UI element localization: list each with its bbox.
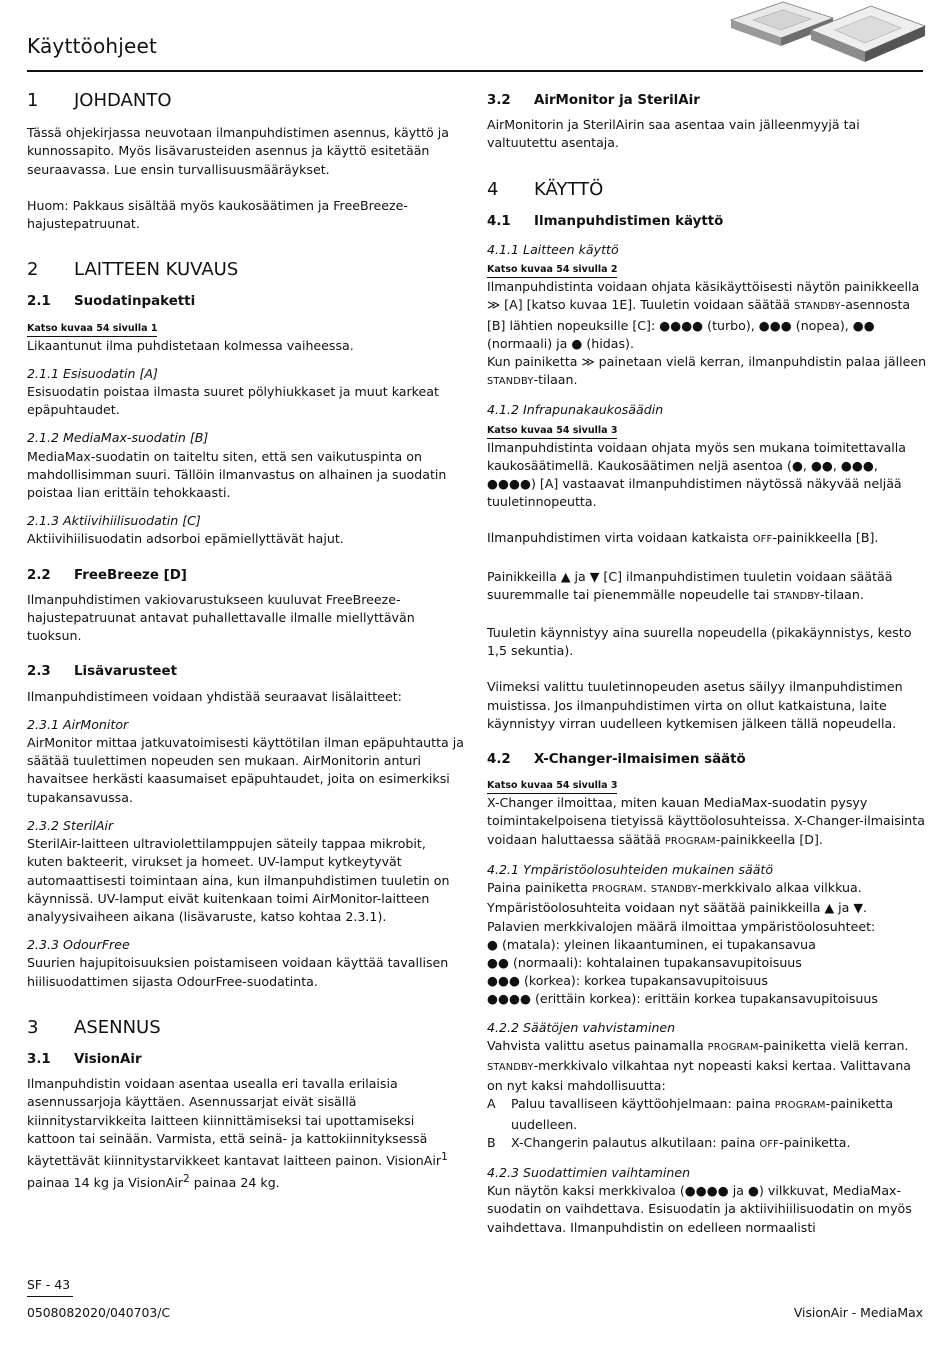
section-4-2-heading: 4.2 X-Changer-ilmaisimen säätö <box>487 752 746 768</box>
section-2-3-paragraph: Ilmanpuhdistimeen voidaan yhdistää seuraavat lisälaitteet: <box>27 688 402 704</box>
section-4-1-2-paragraph-5: Viimeksi valittu tuuletinnopeuden asetus säilyy ilmanpuhdistimen muistissa. Jos ilmanpuhdistimen virta on ollut katkaistuna, laite käynnistyy virran uudelleen kytkemisen jälkeen tällä nopeudella. <box>487 679 903 731</box>
section-2-2-heading: 2.2 FreeBreeze [D] <box>27 567 187 583</box>
section-1-paragraph-1: Tässä ohjekirjassa neuvotaan ilmanpuhdistimen asennus, käyttö ja kunnossapito. Myös lisävarusteiden asennus ja käyttö esitetään seuraavassa. Lue ensin turvallisuusmääräykset. <box>27 125 449 177</box>
section-4-2-1-heading: 4.2.1 Ympäristöolosuhteiden mukainen säätö <box>487 861 774 877</box>
product-name: VisionAir - MediaMax <box>793 1305 923 1320</box>
section-2-3-heading: 2.3 Lisävarusteet <box>27 664 177 680</box>
section-4-2-1-line-2: Ympäristöolosuhteita voidaan nyt säätää painikkeilla ▲ ja ▼. <box>487 900 868 916</box>
section-4-2-1-line-4: ● (matala): yleinen likaantuminen, ei tupakansavua <box>487 936 816 952</box>
section-2-1-3-heading: 2.1.3 Aktiivihiilisuodatin [C] <box>27 513 201 529</box>
section-4-1-1-paragraph-2: Kun painiketta ≫ painetaan vielä kerran, ilmanpuhdistin palaa jälleen STANDBY-tilaan. <box>487 354 927 388</box>
section-4-1-2-paragraph-1: Ilmanpuhdistinta voidaan ohjata myös sen mukana toimitettavalla kaukosäätimellä. Kaukosäätimen neljä asentoa (●, ●●, ●●●, ●●●●) [A] vastaavat ilmanpuhdistimen näytössä näkyvää neljää tuuletinnopeutta. <box>487 439 907 510</box>
section-3-heading: 3 ASENNUS <box>27 1016 161 1038</box>
section-4-heading: 4 KÄYTTÖ <box>487 178 604 200</box>
section-2-3-2-heading: 2.3.2 SterilAir <box>27 817 114 833</box>
section-4-2-3-paragraph: Kun näytön kaksi merkkivaloa (●●●● ja ●) vilkkuvat, MediaMax-suodatin on vaihdettava. Esisuodatin ja aktiivihiilisuodatin on myös vaihdettava. Ilmanpuhdistin on edelleen normaalisti <box>487 1183 912 1235</box>
section-2-3-2-paragraph: SterilAir-laitteen ultraviolettilamppujen säteily tappaa mikrobit, kuten bakteerit, virukset ja homeet. UV-lamput kytkeytyvät automaattisesti toimintaan aina, kun ilmanpuhdistimen tuuletin on käynnissä. UV-lamput eivät kuitenkaan toimi AirMonitor-laitteen analyysivaiheen aikana (lisävaruste, katso kohtaa 2.3.1). <box>27 836 450 924</box>
section-4-2-1-line-5: ●● (normaali): kohtalainen tupakansavupitoisuus <box>487 954 802 970</box>
product-illustration <box>723 0 928 75</box>
figure-reference-link[interactable]: Katso kuvaa 54 sivulla 2 <box>487 264 617 278</box>
section-4-1-heading: 4.1 Ilmanpuhdistimen käyttö <box>487 213 724 229</box>
document-code: 0508082020/040703/C <box>27 1305 171 1320</box>
option-b: B X-Changerin palautus alkutilaan: paina OFF-painiketta. <box>487 1134 851 1150</box>
left-column <box>27 92 464 1193</box>
section-4-1-2-heading: 4.1.2 Infrapunakaukosäädin <box>487 402 664 418</box>
section-2-1-1-heading: 2.1.1 Esisuodatin [A] <box>27 365 158 381</box>
section-3-2-heading: 3.2 AirMonitor ja SterilAir <box>487 93 700 108</box>
page-number: SF - 43 <box>27 1277 71 1292</box>
section-2-1-1-paragraph: Esisuodatin poistaa ilmasta suuret pölyhiukkaset ja muut karkeat epäpuhtaudet. <box>27 384 439 418</box>
header-rule <box>27 70 923 72</box>
section-4-1-2-paragraph-4: Tuuletin käynnistyy aina suurella nopeudella (pikakäynnistys, kesto 1,5 sekuntia). <box>487 625 912 659</box>
section-3-1-paragraph: Ilmanpuhdistin voidaan asentaa usealla eri tavalla erilaisia asennussarjoja käyttäen. Asennussarjat eivät sisällä kiinnitystarvikkeita laitteen kiinnittämiseksi tai upottamiseksi kattoon tai seinään. Varmista, että seinä- ja kattokiinnityksessä käytettävät kiinnitystarvikkeet kantavat laitteen painon. VisionAir$^1$ painaa 14 kg ja VisionAir$^2$ painaa 24 kg. <box>27 1076 448 1191</box>
section-4-2-paragraph: X-Changer ilmoittaa, miten kauan MediaMax-suodatin pysyy toimintakelpoisena tietyissä käyttöolosuhteissa. X-Changer-ilmaisinta voidaan haluttaessa säätää PROGRAM-painikkeella [D]. <box>487 795 925 847</box>
section-2-3-1-heading: 2.3.1 AirMonitor <box>27 716 129 732</box>
section-4-2-1-line-7: ●●●● (erittäin korkea): erittäin korkea tupakansavupitoisuus <box>487 991 878 1007</box>
section-4-1-2-paragraph-3: Painikkeilla ▲ ja ▼ [C] ilmanpuhdistimen tuuletin voidaan säätää suuremmalle tai pienemmälle nopeudelle tai STANDBY-tilaan. <box>487 568 893 602</box>
section-2-1-paragraph: Likaantunut ilma puhdistetaan kolmessa vaiheessa. <box>27 337 354 353</box>
section-4-2-3-heading: 4.2.3 Suodattimien vaihtaminen <box>487 1164 691 1180</box>
section-2-heading: 2 LAITTEEN KUVAUS <box>27 259 239 281</box>
figure-reference-link[interactable]: Katso kuvaa 54 sivulla 3 <box>487 425 617 439</box>
section-2-1-2-heading: 2.1.2 MediaMax-suodatin [B] <box>27 430 209 446</box>
section-4-1-1-heading: 4.1.1 Laitteen käyttö <box>487 242 619 258</box>
document-title: Käyttöohjeet <box>27 34 158 58</box>
section-2-1-2-paragraph: MediaMax-suodatin on taiteltu siten, että sen vaikutuspinta on mahdollisimman suuri. Tällöin ilmanvastus on alhainen ja suodatin poistaa lian erittäin tehokkaasti. <box>27 448 447 501</box>
section-1-heading: 1 JOHDANTO <box>27 90 172 111</box>
section-2-3-3-paragraph: Suurien hajupitoisuuksien poistamiseen voidaan käyttää tavallisen hiilisuodattimen sijasta OdourFree-suodatinta. <box>27 955 449 989</box>
figure-reference-link[interactable]: Katso kuvaa 54 sivulla 1 <box>27 323 157 337</box>
section-4-2-2-heading: 4.2.2 Säätöjen vahvistaminen <box>487 1019 676 1035</box>
section-2-2-paragraph: Ilmanpuhdistimen vakiovarustukseen kuuluvat FreeBreeze-hajustepatruunat antavat puhallettavalle ilmalle miellyttävän tuoksun. <box>27 591 415 644</box>
section-3-2-paragraph: AirMonitorin ja SterilAirin saa asentaa vain jälleenmyyjä tai valtuutettu asentaja. <box>487 117 860 151</box>
section-4-1-1-paragraph-1: Ilmanpuhdistinta voidaan ohjata käsikäyttöisesti näytön painikkeella ≫ [A] [katso kuvaa 1E]. Tuuletin voidaan säätää STANDBY-asennosta [B] lähtien nopeuksille [C]: ●●●● (turbo), ●●● (nopea), ●● (normaali) ja ● (hidas). <box>487 279 920 351</box>
section-4-2-1-line-6: ●●● (korkea): korkea tupakansavupitoisuus <box>487 973 768 989</box>
figure-reference-link[interactable]: Katso kuvaa 54 sivulla 3 <box>487 780 617 794</box>
section-4-2-1-line-3: Palavien merkkivalojen määrä ilmoittaa ympäristöolosuhteet: <box>487 918 876 934</box>
footer-rule <box>27 1296 73 1297</box>
section-1-paragraph-2: Huom: Pakkaus sisältää myös kaukosäätimen ja FreeBreeze-hajustepatruunat. <box>27 197 408 232</box>
right-column <box>487 92 927 1237</box>
section-4-1-2-paragraph-2: Ilmanpuhdistimen virta voidaan katkaista OFF-painikkeella [B]. <box>487 530 879 546</box>
section-2-3-1-paragraph: AirMonitor mittaa jatkuvatoimisesti käyttötilan ilman epäpuhtautta ja säätää tuulettimen nopeuden sen mukaan. AirMonitorin anturi havaitsee herkästi kaasumaiset epäpuhtaudet, joita on esimerkiksi tupakansavussa. <box>27 735 464 805</box>
section-4-2-2-paragraph: Vahvista valittu asetus painamalla PROGRAM-painiketta vielä kerran. STANDBY-merkkivalo vilkahtaa nyt nopeasti kaksi kertaa. Valittavana on nyt kaksi mahdollisuutta: <box>487 1037 912 1094</box>
section-2-3-3-heading: 2.3.3 OdourFree <box>27 937 130 953</box>
section-3-1-heading: 3.1 VisionAir <box>27 1051 142 1067</box>
option-a: A Paluu tavalliseen käyttöohjelmaan: paina PROGRAM-painiketta uudelleen. <box>487 1096 894 1132</box>
section-4-2-1-line-1: Paina painiketta PROGRAM. STANDBY-merkkivalo alkaa vilkkua. <box>487 880 862 896</box>
section-2-1-3-paragraph: Aktiivihiilisuodatin adsorboi epämiellyttävät hajut. <box>27 531 344 547</box>
section-2-1-heading: 2.1 Suodatinpaketti <box>27 294 196 310</box>
